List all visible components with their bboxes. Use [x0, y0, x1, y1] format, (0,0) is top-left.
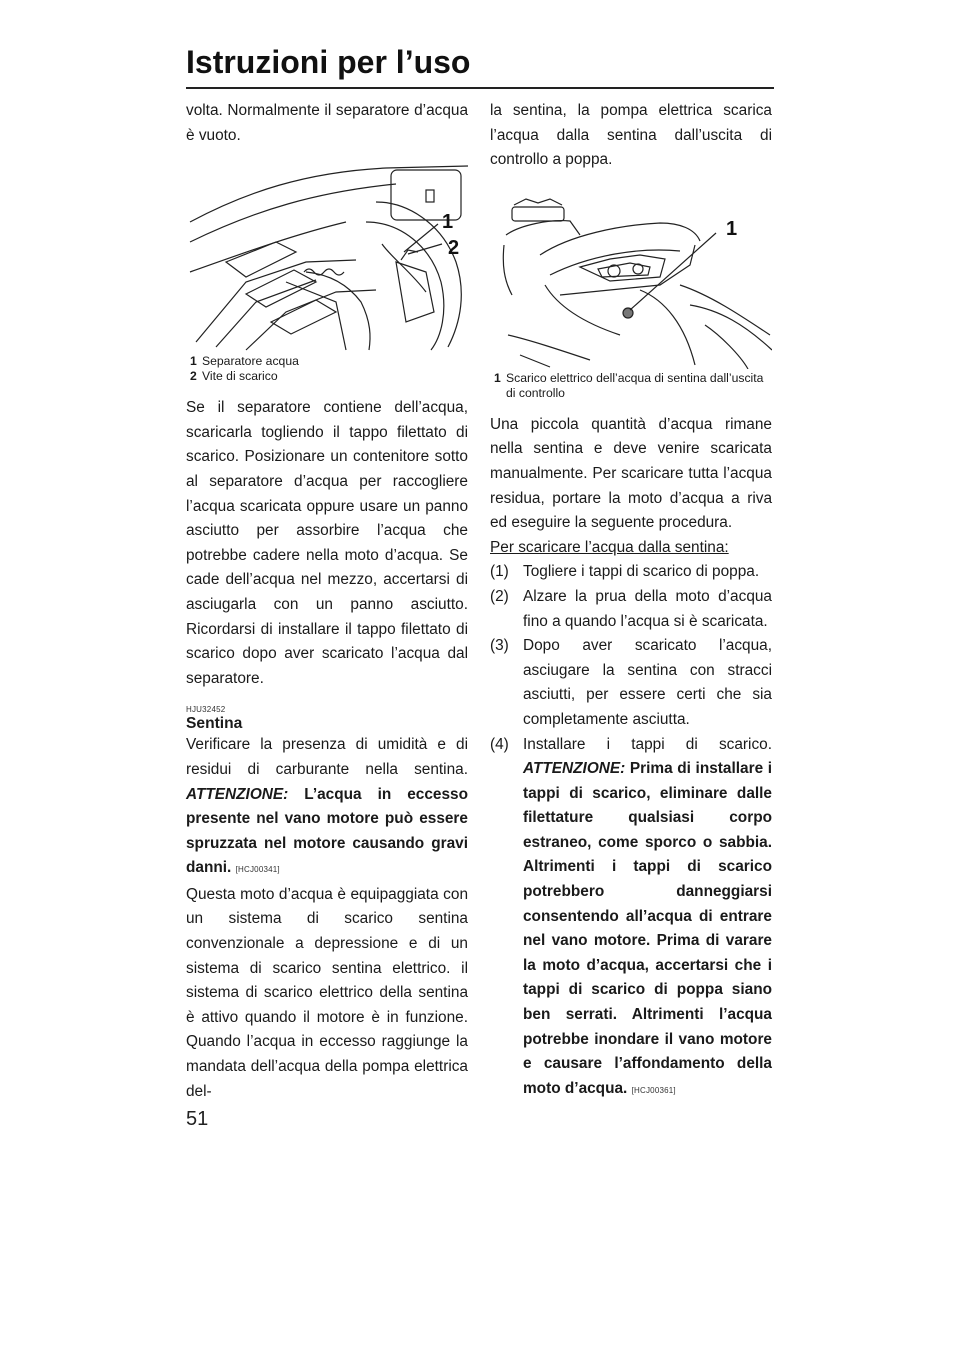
figure-caption — [490, 371, 772, 401]
caution-text: L’acqua in eccesso presente nel vano motore può essere spruzzata nel motore causando gravi danni. — [186, 785, 468, 877]
caution-paragraph — [186, 733, 468, 883]
caption-row — [494, 371, 772, 401]
caption-row — [190, 354, 468, 369]
caption-text: Scarico elettrico dell’acqua di sentina dall’uscita di controllo — [506, 370, 764, 400]
caption-text: Vite di scarico — [202, 369, 278, 384]
left-column — [186, 99, 468, 1104]
procedure-list — [490, 560, 772, 1103]
caption-row — [190, 369, 468, 384]
callout-2: 2 — [448, 237, 460, 260]
paragraph: Una piccola quantità d’acqua rimane nella sentina e deve venire scaricata manualmente. Per scaricare tutta l’acqua residua, portare la moto d’acqua a riva ed eseguire la seguente procedura. — [490, 415, 772, 532]
paragraph: Questa moto d’acqua è equipaggiata con un sistema di scarico sentina convenzionale a depressione e di un sistema di scarico sentina elettrico. il sistema di scarico elettrico della sentina è attivo quando il motore è in funzione. Quando l’acqua in eccesso raggiunge la mandata dell’acqua della pompa elettrica del- — [186, 885, 468, 1100]
caution-text: Prima di installare i tappi di scarico, eliminare dalle filettature qualsiasi corpo estraneo, come sporco o sabbia. Altrimenti i tappi di scarico potrebbero danneggiarsi consentendo all’acqua di entrare nel vano motore. Prima di varare la moto d’acqua, accertarsi che i tappi di scarico di poppa siano ben serrati. Altrimenti l’acqua potrebbe inondare il vano motore e causare l’affondamento della moto d’acqua. — [523, 760, 772, 1097]
step-number: (2) — [490, 587, 509, 605]
paragraph: volta. Normalmente il separatore d’acqua è vuoto. — [186, 102, 468, 144]
stern-outlet-illustration — [490, 185, 772, 369]
callout-1: 1 — [726, 217, 738, 240]
paragraph: Se il separatore contiene dell’acqua, scaricarla togliendo il tappo filettato di scarico. Posizionare un contenitore sotto al separatore d’acqua per raccogliere l’acqua scaricata oppure usare un panno asciutto per assorbire l’acqua che potrebbe cadere nella moto d’acqua. Se cade dell’acqua nel mezzo, accertarsi di asciugarla con un panno asciutto. Ricordarsi di installare il tappo filettato di scarico dopo aver scaricato l’acqua dal separatore. — [186, 399, 468, 687]
step-text — [523, 733, 772, 1104]
header-rule — [186, 87, 774, 89]
caption-number: 1 — [494, 370, 501, 385]
page-title: Istruzioni per l’uso — [186, 44, 471, 80]
paragraph: la sentina, la pompa elettrica scarica l’acqua dalla sentina dall’uscita di controllo a poppa. — [490, 102, 772, 169]
list-item — [490, 585, 772, 634]
section-title-sentina: Sentina — [186, 715, 243, 733]
figure-caption — [186, 354, 468, 384]
step-text: Togliere i tappi di scarico di poppa. — [523, 563, 760, 581]
figure-water-separator — [186, 162, 468, 384]
step-text: Alzare la prua della moto d’acqua fino a quando l’acqua si è scaricata. — [523, 587, 772, 630]
caption-number: 2 — [190, 369, 197, 384]
figure-bilge-outlet — [490, 185, 772, 401]
procedure-title: Per scaricare l’acqua dalla sentina: — [490, 538, 729, 556]
right-column — [490, 99, 772, 1103]
list-item — [490, 634, 772, 732]
caution-label: ATTENZIONE: — [186, 785, 289, 803]
caption-text: Separatore acqua — [202, 354, 299, 369]
caution-code: [HCJ00341] — [235, 865, 280, 875]
paragraph-text: Verificare la presenza di umidità e di residui di carburante nella sentina. — [186, 736, 468, 778]
step-number: (3) — [490, 637, 509, 655]
step-number: (4) — [490, 735, 509, 753]
page-number: 51 — [186, 1108, 209, 1130]
water-separator-illustration — [186, 162, 468, 352]
step-text: Dopo aver scaricato l’acqua, asciugare la sentina con stracci asciutti, per essere certi che sia completamente asciutta. — [523, 637, 772, 728]
list-item — [490, 733, 772, 1104]
step-number: (1) — [490, 563, 509, 581]
section-code: HJU32452 — [186, 705, 226, 715]
callout-1: 1 — [442, 211, 454, 234]
caption-number: 1 — [190, 354, 197, 369]
caution-code: [HCJ00361] — [631, 1085, 676, 1095]
step-main-text: Installare i tappi di scarico. — [523, 735, 772, 753]
caution-label: ATTENZIONE: — [523, 760, 626, 778]
list-item — [490, 560, 772, 585]
